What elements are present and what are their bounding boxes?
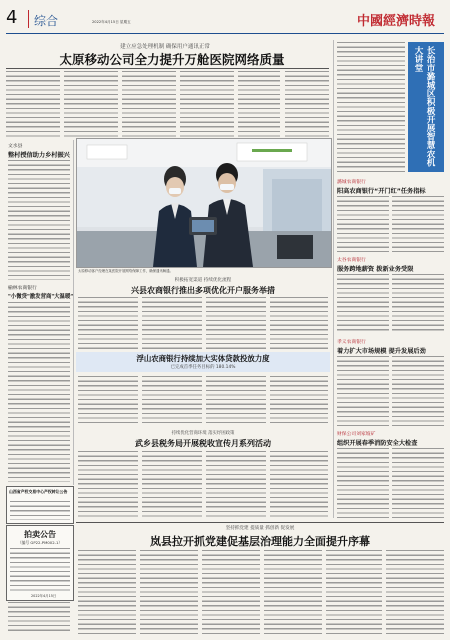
notice-box [6, 486, 74, 524]
lead-text-col-2 [64, 71, 118, 137]
lead-photo [76, 138, 332, 268]
bottom-text-6 [386, 550, 444, 634]
right-h2: 服务跨地薪资 拨新业务受限 [337, 266, 414, 273]
left-1-text [8, 160, 70, 280]
right-top-text [337, 42, 405, 172]
mid3-text-2 [142, 451, 202, 519]
vertical-headline-box [408, 42, 444, 172]
mid1-text-2 [142, 297, 202, 349]
right-h3-text-2 [392, 356, 444, 426]
mid1-text-3 [206, 297, 266, 349]
right-h3-kicker: 孝义农商银行 [337, 340, 366, 345]
mid1-headline: 兴县农商银行推出多项优化开户服务举措 [131, 286, 275, 295]
right-col-divider [333, 40, 334, 518]
mid2-text-3 [206, 376, 266, 426]
masthead-logo: 中國經濟時報 [357, 14, 436, 29]
masthead [0, 0, 450, 40]
right-h2-kicker: 太谷农商银行 [337, 258, 366, 263]
right-h4-kicker: 财保公司刘家坡矿 [337, 432, 376, 437]
left-col-divider [73, 140, 74, 485]
lead-text-col-5 [238, 71, 280, 137]
right-h2-text-2 [392, 274, 444, 334]
right-h4: 组织开展春季消防安全大检查 [337, 440, 418, 447]
right-h2-text-1 [337, 274, 389, 334]
left-bottom-text [8, 602, 70, 634]
vertical-headline: 长治市潞城区积极开展智慧农机大讲堂 [413, 46, 435, 167]
lead-text-col-6 [285, 71, 329, 137]
date-line: 2022年4月15日 星期五 [92, 20, 131, 24]
mid1-text-1 [78, 297, 138, 349]
left-1-label: 文水县 [8, 144, 23, 149]
lead-rule [6, 68, 329, 69]
masthead-rule [6, 33, 444, 34]
lead-text-col-3 [122, 71, 176, 137]
lead-text-col-4 [180, 71, 234, 137]
mid3-headline: 武乡县税务局开展税收宣传月系列活动 [135, 439, 271, 448]
left-2-headline: "小微贷"激发营商"大温暖" [8, 294, 74, 300]
mid1-kicker: 积极拓宽渠道 持续优化流程 [174, 278, 232, 283]
notice-text [10, 501, 70, 520]
bottom-text-3 [202, 550, 260, 634]
photo-caption: 太原移动客户经理在某医院开展网络保障工作，确保通讯畅通。 [78, 269, 173, 273]
page-number: 4 [6, 7, 18, 28]
bottom-text-2 [140, 550, 198, 634]
notice-headline: 山西省产权交易中心产权转让公告 [9, 489, 68, 494]
mid2-text-2 [142, 376, 202, 426]
mid3-text-4 [270, 451, 328, 519]
section-divider [28, 10, 29, 28]
photo-scene [77, 139, 331, 267]
bottom-text-1 [78, 550, 136, 634]
mid2-subhead: 已完成首季任务目标的 180.14% [170, 365, 236, 370]
section-title: 综合 [34, 14, 59, 28]
right-h1-kicker: 潞城农商银行 [337, 180, 366, 185]
right-h4-text-1 [337, 448, 389, 518]
bottom-kicker: 坚持抓党建 提质量 抓创新 促发展 [225, 526, 295, 531]
right-h3: 着力扩大市场规模 提升发展后劲 [337, 348, 426, 355]
bottom-text-5 [326, 550, 382, 634]
auction-box [6, 525, 74, 601]
bottom-headline: 岚县拉开抓党建促基层治理能力全面提升序幕 [150, 535, 370, 548]
auction-subhead: （编号 GP22-PM002-1） [17, 540, 63, 545]
lead-headline: 太原移动公司全力提升万舱医院网络质量 [59, 52, 285, 67]
bottom-rule [76, 522, 444, 523]
right-h1-text-1 [337, 196, 389, 252]
right-h3-text-1 [337, 356, 389, 426]
mid2-headline: 浮山农商银行持续加大实体贷款投放力度 [136, 354, 270, 363]
bottom-text-4 [264, 550, 322, 634]
left-2-text [8, 302, 70, 482]
lead-kicker: 建立应急处理机制 确保用户通讯正常 [120, 44, 210, 50]
right-h1-text-2 [392, 196, 444, 252]
mid2-text-1 [78, 376, 138, 426]
right-h1: 阳高农商银行“开门红”任务指标 [337, 188, 426, 195]
right-h4-text-2 [392, 448, 444, 518]
auction-footer: 2022年4月15日 [31, 594, 57, 598]
mid1-text-4 [270, 297, 328, 349]
lead-text-col-1 [6, 71, 60, 137]
auction-headline: 拍卖公告 [24, 530, 56, 539]
mid3-text-3 [206, 451, 266, 519]
mid3-kicker: 持续优化营商环境 落实纾困政策 [171, 431, 235, 436]
auction-text [10, 548, 70, 592]
left-1-headline: 整村授信助力乡村振兴 [8, 152, 70, 159]
mid3-text-1 [78, 451, 138, 519]
mid2-text-4 [270, 376, 328, 426]
left-2-label: 榆林农商银行 [8, 286, 37, 291]
